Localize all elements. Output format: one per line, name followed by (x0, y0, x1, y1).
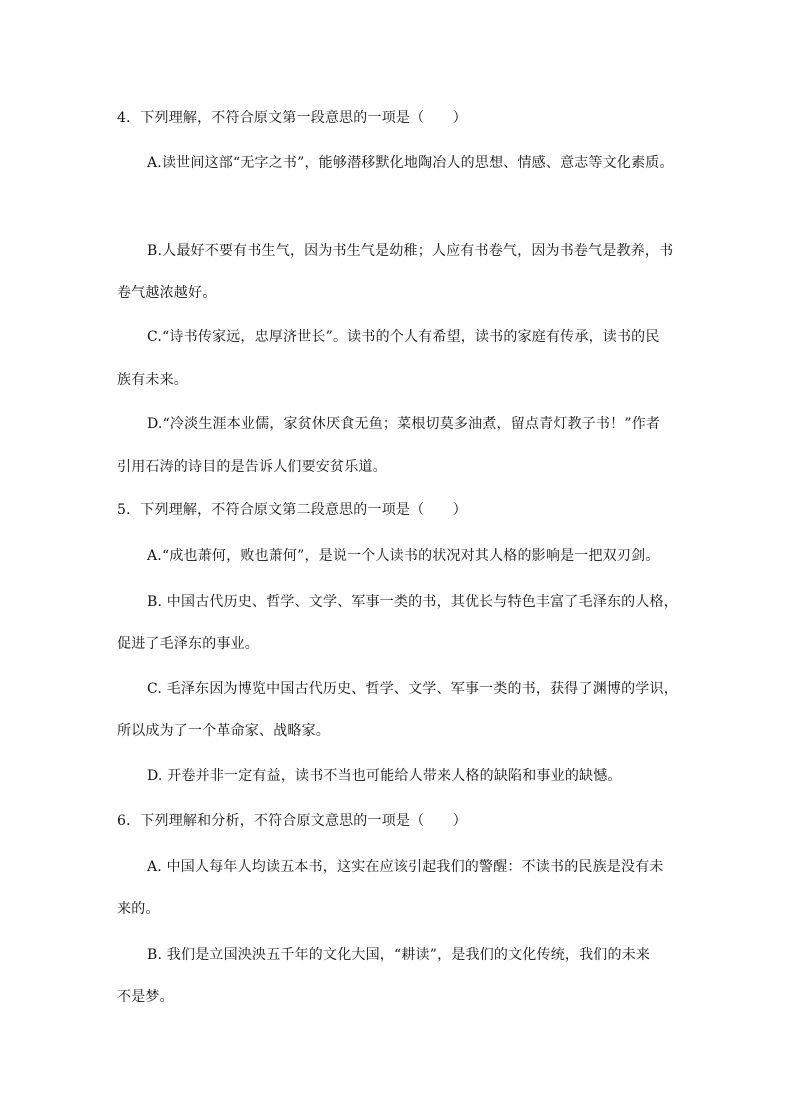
question-4-stem: 4．下列理解，不符合原文第一段意思的一项是（ ） (117, 110, 467, 126)
question-5-option-c: C. 毛泽东因为博览中国古代历史、哲学、文学、军事一类的书，获得了渊博的学识， (147, 681, 678, 697)
question-6-option-b-continued: 不是梦。 (117, 989, 174, 1005)
question-5-option-c-continued: 所以成为了一个革命家、战略家。 (117, 723, 330, 739)
question-4-option-b: B.人最好不要有书生气，因为书生气是幼稚；人应有书卷气，因为书卷气是教养，书 (147, 243, 674, 259)
question-5-option-a: A.“成也萧何，败也萧何”，是说一个人读书的状况对其人格的影响是一把双刃剑。 (147, 548, 660, 564)
question-6-option-a: A. 中国人每年人均读五本书，这实在应该引起我们的警醒：不读书的民族是没有未 (147, 859, 664, 875)
question-4-option-c: C.“诗书传家远，忠厚济世长”。读书的个人有希望，读书的家庭有传承，读书的民 (147, 329, 660, 345)
question-6-stem: 6．下列理解和分析，不符合原文意思的一项是（ ） (117, 813, 467, 829)
question-5-option-d: D. 开卷并非一定有益，读书不当也可能给人带来人格的缺陷和事业的缺憾。 (147, 768, 622, 784)
question-5-option-b: B. 中国古代历史、哲学、文学、军事一类的书，其优长与特色丰富了毛泽东的人格， (147, 594, 678, 610)
question-5-stem: 5．下列理解，不符合原文第二段意思的一项是（ ） (117, 502, 467, 518)
question-4-option-a: A.读世间这部“无字之书”，能够潜移默化地陶冶人的思想、情感、意志等文化素质。 (147, 155, 674, 171)
question-5-option-b-continued: 促进了毛泽东的事业。 (117, 636, 259, 652)
question-6-option-a-continued: 来的。 (117, 901, 160, 917)
question-4-option-d: D.“冷淡生涯本业儒，家贫休厌食无鱼；菜根切莫多油煮，留点青灯教子书！”作者 (147, 416, 661, 432)
question-4-option-c-continued: 族有未来。 (117, 372, 188, 388)
question-4-option-d-continued: 引用石涛的诗目的是告诉人们要安贫乐道。 (117, 459, 387, 475)
question-4-option-b-continued: 卷气越浓越好。 (117, 285, 217, 301)
question-6-option-b: B. 我们是立国泱泱五千年的文化大国，“耕读”，是我们的文化传统，我们的未来 (147, 947, 651, 963)
